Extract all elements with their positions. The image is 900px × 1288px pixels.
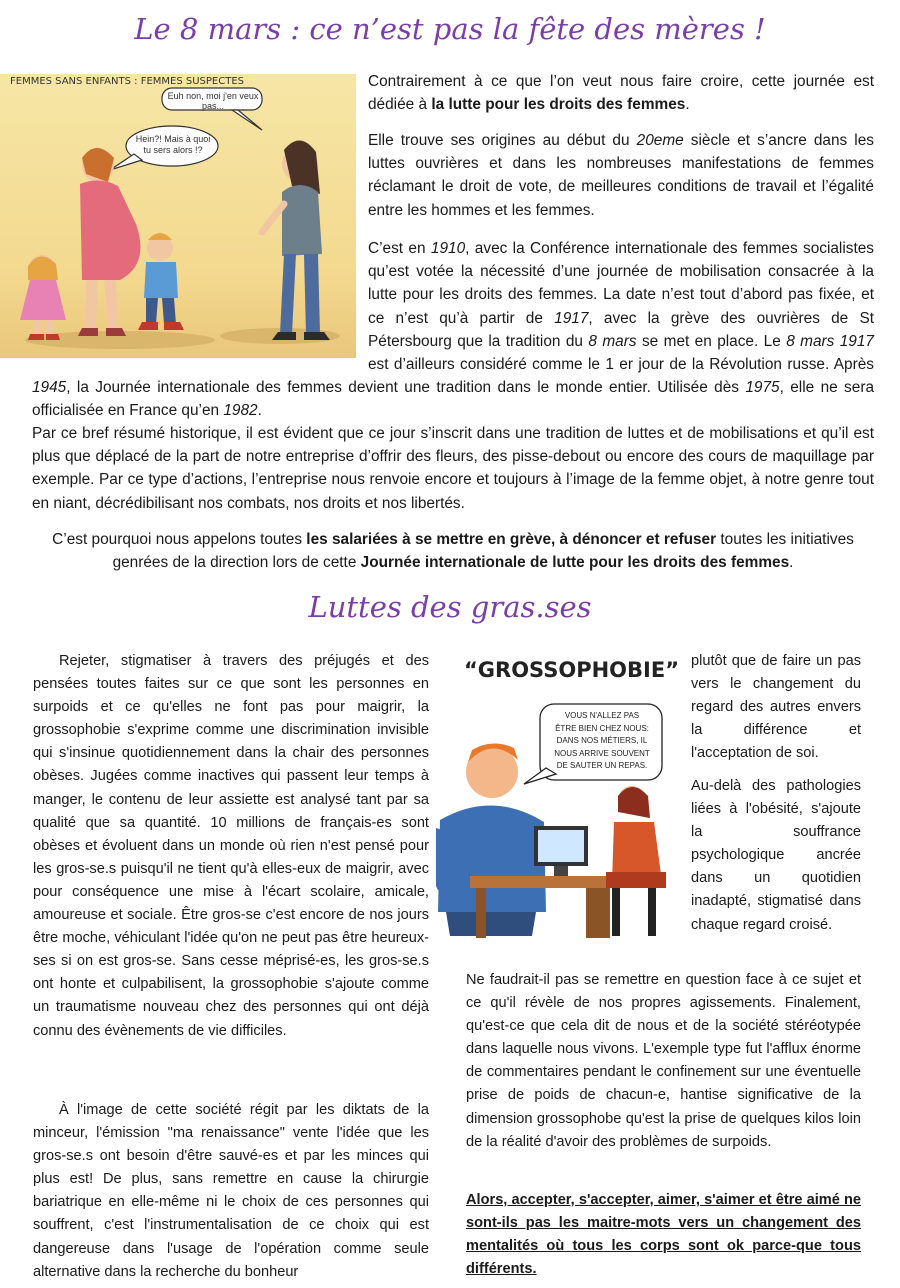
bubble-line: VOUS N'ALLEZ PAS [564, 711, 640, 720]
text-run: se met en place. Le [636, 332, 787, 350]
cartoon-grossophobie-image [436, 650, 686, 946]
text-run: siècle et s’ancre dans les luttes ouvrières et dans les nombreuses manifestations de femmes réclamant le droit de vote, de meilleures conditions de travail et l’égalité entre les hommes et les femmes. [368, 132, 874, 219]
section1-paragraph-1 [368, 70, 874, 116]
bubble-line: DE SAUTER UN REPAS. [556, 761, 648, 770]
text-run: , elle ne sera officialisée en France qu’en [32, 379, 875, 420]
section2-right-paragraph-3: Ne faudrait-il pas se remettre en question face à ce sujet et ce qu'il révèle de nos propres agissements. Finalement, qu'est-ce que cela dit de nous et de la société stéréotypée dans laquelle nous vivons. L'exemple type fut l'afflux énorme de commentaires pendant le confinement sur une éventuelle prise de poids de chacun-e, hantise significative de la dimension grossophobe qu'est la prise de quelques kilos loin de la réalité d'avoir des problèmes de surpoids. [466, 972, 861, 1150]
text-run: C’est en [368, 240, 431, 257]
text-run: Elle trouve ses origines au début du [368, 132, 637, 149]
section1-paragraph-4: Par ce bref résumé historique, il est évident que ce jour s’inscrit dans une tradition de luttes et de mobilisations et qu’il est plus que déplacé de la part de notre entreprise d’offrir des fleurs, des pisse-debout ou encore des cours de maquillage par exemple. Par ce type d’actions, l’entreprise nous renvoie encore et toujours à l’image de la femme objet, à notre genre tout en niant, décrédibilisant nos combats, nos droits et nos libertés. [32, 425, 874, 512]
section2-conclusion: Alors, accepter, s'accepter, aimer, s'aimer et être aimé ne sont-ils pas les maitre-mots vers un changement des mentalités où tous les corps sont ok parce-que tous différents. [466, 1192, 861, 1278]
italic-text: 8 mars [588, 332, 637, 350]
italic-text: 20eme [636, 132, 684, 149]
italic-text: 1945 [32, 379, 67, 397]
float-spacer [32, 237, 368, 355]
section2-left-paragraph-2: À l'image de cette société régit par les diktats de la minceur, l'émission "ma renaissance" vente l'idée que les gros-se.s ont besoin d'être sauvé-es et par les minces qui plus est! De plus, sans remettre en cause la chirurgie bariatrique en elle-même ni le choix de ces personnes qui souffrent, c'est l'instrumentalisation de ce choix qui est dangereuse dans l'usage de l'opération comme seule alternative dans la recherche du bonheur [33, 1102, 429, 1280]
emphasis-text: Journée internationale de lutte pour les droits des femmes [360, 554, 790, 572]
text-run: C’est pourquoi nous appelons toutes [52, 531, 307, 548]
cartoon-women-caption: FEMMES SANS ENFANTS : FEMMES SUSPECTES [10, 76, 244, 87]
text-run: , avec la Conférence internationale des femmes socialistes qu’est votée la nécessité d’une journée de mobilisation consacrée à la lutte pour les droits des femmes. La date n’est tout d’abord pas fixée, et ce n’est qu’à partir de [368, 240, 874, 327]
section2-title: Luttes des gras.ses [308, 590, 592, 624]
text-run: Contrairement à ce que l’on veut nous faire croire, cette journée est dédiée à [368, 73, 874, 114]
italic-text: 1975 [745, 379, 780, 397]
section2-left-paragraph-1: Rejeter, stigmatiser à travers des préjugés et des pensées toutes faites sur ce que sont les personnes en surpoids et ce qu'elles ne font pas pour maigrir, la grossophobie s'exprime comme une discrimination invisible qui s'insinue quotidiennement dans la chair des personnes obèses. Jugées comme inactives qui passent leur temps à manger, le contenu de leur assiette est analysé tant par sa qualité que sa quantité. 10 millions de français-es sont obèses et évoluent dans un monde où rien n'est pensé pour les gros-se.s puisqu'il ne tient qu'à elles-eux de maigrir, avec pour conséquence une mise à l'écart scolaire, amicale, amoureuse et sociale. Être gros-se c'est encore de nos jours être moche, véhiculant l'idée qu'on ne peut pas être heureux-ses si on est gros-se. Sans cesse méprisé-es, les gros-se.s ont honte et culpabilisent, la grossophobie s'ajoute comme un traumatisme nouveau chez des personnes qui ont déjà connu des évènements de vie difficiles. [33, 653, 429, 1039]
text-run: . [257, 402, 262, 420]
section1-paragraph-5 [32, 528, 874, 574]
section2-right-paragraph-1: plutôt que de faire un pas vers le changement du regard des autres envers la différence et l'acceptation de soi. [691, 653, 861, 762]
text-run: . [789, 554, 794, 572]
cartoon-women-bubble-2 [132, 134, 214, 156]
bubble-line: ÊTRE BIEN CHEZ NOUS: [555, 723, 649, 733]
text-run: , avec la grève des ouvrières de St Pétersbourg que la tradition du [368, 309, 874, 350]
cartoon-women-bubble-2-line2: tu sers alors !? [143, 145, 203, 155]
italic-text: 8 mars 1917 [786, 332, 874, 350]
section2-right-paragraph-2: Au-delà des pathologies liées à l'obésité, s'ajoute la souffrance psychologique ancrée dans un quotidien inadapté, stigmatisé dans chaque regard croisé. [691, 778, 861, 933]
bubble-line: DANS NOS MÉTIERS, IL [556, 736, 648, 745]
italic-text: 1982 [223, 402, 258, 420]
section1-paragraph-2 [368, 129, 874, 222]
cartoon-women-bubble-2-line1: Hein?! Mais à quoi [135, 134, 211, 144]
cartoon-grossophobie-title: “GROSSOPHOBIE” [464, 658, 680, 682]
text-run: . [685, 96, 690, 114]
bubble-line: NOUS ARRIVE SOUVENT [554, 748, 650, 758]
cartoon-grossophobie-drawing [436, 650, 686, 946]
italic-text: 1917 [554, 309, 589, 327]
section1-title: Le 8 mars : ce n’est pas la fête des mères ! [134, 12, 766, 46]
emphasis-text: les salariées à se mettre en grève, à dénoncer et refuser [306, 531, 717, 548]
cartoon-women-bubble-1: Euh non, moi j'en veux pas... [167, 91, 259, 111]
text-run: , la Journée internationale des femmes devient une tradition dans le monde entier. Utilisée dès [66, 379, 746, 397]
cartoon-grossophobie-bubble [546, 710, 658, 773]
emphasis-text: la lutte pour les droits des femmes [431, 96, 686, 114]
text-run: est d’ailleurs considéré comme le 1 er jour de la Révolution russe. Après [368, 356, 874, 374]
italic-text: 1910 [430, 240, 466, 257]
section1-paragraph-3-wrap [32, 237, 874, 423]
text-run: toutes les initiatives genrées de la direction lors de cette [112, 531, 854, 572]
